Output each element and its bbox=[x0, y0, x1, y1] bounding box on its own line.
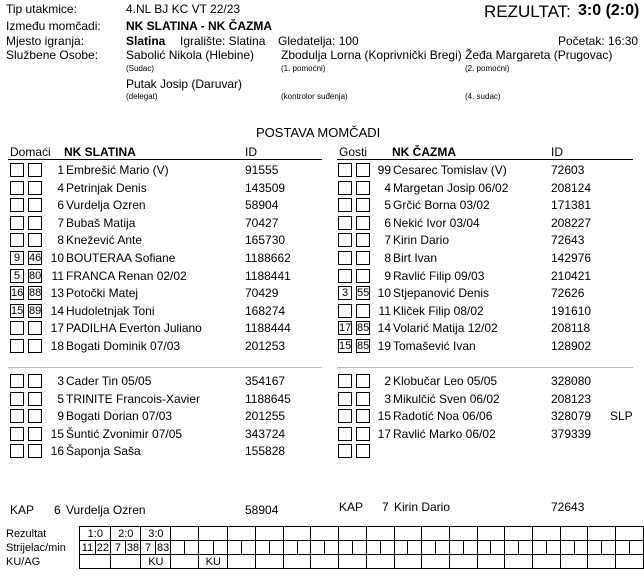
strijelac-cell bbox=[353, 541, 367, 555]
sudac-role: (Sudac) bbox=[126, 64, 155, 73]
strijelac-cell bbox=[394, 541, 408, 555]
strijelac-cell bbox=[560, 541, 574, 555]
player-name: Embrešić Mario (V) bbox=[66, 163, 169, 177]
event-box-2[interactable]: 88 bbox=[29, 287, 42, 300]
sudac4-role: (4. sudac) bbox=[465, 92, 501, 101]
strijelac-cell bbox=[629, 541, 643, 555]
summary-label: Strijelac/min bbox=[6, 541, 66, 554]
strijelac-cell bbox=[297, 541, 311, 555]
player-name: Ravlić Marko 06/02 bbox=[393, 426, 496, 441]
event-box-2[interactable] bbox=[28, 181, 42, 195]
rezultat-cell bbox=[616, 527, 644, 541]
player-id: 58904 bbox=[245, 198, 279, 213]
home-team-name: NK SLATINA bbox=[64, 145, 136, 159]
kuag-cell: KU bbox=[199, 555, 228, 569]
event-box-2[interactable] bbox=[28, 233, 42, 247]
strijelac-cell: 38 bbox=[126, 541, 140, 554]
kuag-cell bbox=[588, 555, 616, 569]
igraliste-value: Igralište: Slatina bbox=[180, 34, 266, 48]
pocetak-value: Početak: 16:30 bbox=[558, 34, 639, 48]
event-box-2[interactable] bbox=[28, 444, 42, 458]
rezultat-cell: 3:0 bbox=[141, 527, 171, 541]
player-id: 155828 bbox=[245, 444, 286, 459]
strijelac-cell bbox=[477, 541, 491, 555]
strijelac-cell bbox=[463, 541, 477, 555]
event-box-2[interactable] bbox=[356, 251, 370, 265]
event-box-1[interactable] bbox=[10, 181, 24, 195]
event-box-1[interactable] bbox=[10, 392, 24, 406]
player-name: Birt Ivan bbox=[393, 251, 438, 265]
event-box-1[interactable]: 15 bbox=[11, 304, 24, 317]
event-box-2[interactable] bbox=[356, 269, 370, 283]
player-id: 379339 bbox=[551, 426, 592, 441]
kuag-cell: KU bbox=[141, 555, 171, 569]
event-box-2[interactable] bbox=[356, 409, 370, 423]
away-kap-label: KAP bbox=[339, 500, 364, 514]
event-box-2[interactable] bbox=[356, 304, 370, 318]
player-name: TRINITE Francois-Xavier bbox=[66, 391, 201, 406]
strijelac-cell bbox=[171, 541, 185, 555]
rezultat-cell bbox=[477, 527, 505, 541]
player-number: 8 bbox=[57, 233, 64, 248]
strijelac-cell: 11 bbox=[81, 541, 94, 554]
player-name: Bogati Dominik 07/03 bbox=[66, 339, 181, 353]
rezultat-cell bbox=[171, 527, 199, 541]
player-number: 15 bbox=[50, 426, 64, 441]
kuag-cell bbox=[111, 555, 141, 569]
event-box-1[interactable] bbox=[338, 198, 352, 212]
player-name: Tomašević Ivan bbox=[393, 339, 476, 353]
event-box-1[interactable] bbox=[338, 233, 352, 247]
player-name: Šaponja Saša bbox=[66, 444, 141, 459]
gledatelja-value: Gledatelja: 100 bbox=[278, 34, 359, 48]
kuag-cell bbox=[228, 555, 256, 569]
strijelac-cell bbox=[449, 541, 463, 555]
player-number: 8 bbox=[384, 251, 391, 265]
player-id: 70427 bbox=[245, 215, 279, 230]
player-id: 91555 bbox=[245, 163, 279, 177]
event-box-1[interactable]: 5 bbox=[10, 269, 24, 283]
rezultat-cell bbox=[311, 527, 339, 541]
strijelac-cell bbox=[546, 541, 560, 555]
player-number: 14 bbox=[377, 321, 391, 336]
kuag-cell bbox=[171, 555, 199, 569]
player-number: 11 bbox=[51, 268, 64, 283]
player-name: Knežević Ante bbox=[66, 233, 143, 248]
rezultat-cell bbox=[366, 527, 394, 541]
player-name: Mikulčić Sven 06/02 bbox=[393, 391, 500, 406]
player-number: 3 bbox=[384, 391, 391, 406]
event-box-2[interactable] bbox=[28, 374, 42, 388]
rezultat-value: 3:0 (2:0) bbox=[578, 2, 640, 19]
player-name: Klobučar Leo 05/05 bbox=[393, 374, 498, 388]
strijelac-cell bbox=[602, 541, 616, 555]
event-box-1[interactable] bbox=[338, 427, 352, 441]
kuag-cell bbox=[394, 555, 422, 569]
event-box-1[interactable] bbox=[10, 374, 24, 388]
strijelac-cell bbox=[228, 541, 242, 555]
away-kap-name: Kirin Dario bbox=[394, 500, 451, 514]
player-number: 19 bbox=[377, 339, 391, 353]
player-id: 328079 bbox=[551, 409, 592, 424]
kuag-cell bbox=[616, 555, 644, 569]
rezultat-cell bbox=[228, 527, 256, 541]
rezultat-cell bbox=[422, 527, 450, 541]
strijelac-cell bbox=[588, 541, 602, 555]
event-box-2[interactable] bbox=[356, 233, 370, 247]
strijelac-cell bbox=[436, 541, 450, 555]
player-name: Kliček Filip 08/02 bbox=[393, 303, 484, 318]
strijelac-cell bbox=[339, 541, 353, 555]
player-name: Hudoletnjak Toni bbox=[66, 303, 155, 318]
mjesto-value: Slatina bbox=[126, 34, 166, 48]
player-name: Cader Tin 05/05 bbox=[66, 374, 152, 388]
away-id-header: ID bbox=[551, 145, 563, 159]
strijelac-cell bbox=[532, 541, 546, 555]
rezultat-cell: 2:0 bbox=[111, 527, 141, 541]
rezultat-label: REZULTAT: bbox=[484, 2, 571, 21]
kuag-cell bbox=[283, 555, 311, 569]
player-name: Cesarec Tomislav (V) bbox=[393, 163, 507, 177]
player-number: 13 bbox=[50, 286, 64, 301]
rezultat-cell bbox=[532, 527, 560, 541]
player-id: 143509 bbox=[245, 180, 286, 195]
event-box-1[interactable] bbox=[10, 216, 24, 230]
home-kap-name: Vurdelja Ozren bbox=[66, 503, 146, 517]
event-box-2[interactable]: 55 bbox=[357, 287, 370, 300]
strijelac-cell bbox=[422, 541, 436, 555]
home-kap-id: 58904 bbox=[245, 503, 279, 517]
kontrolor-role: (kontrolor suđenja) bbox=[281, 92, 348, 101]
event-box-2[interactable]: 89 bbox=[29, 304, 42, 317]
pomocni2-role: (2. pomoćni) bbox=[465, 64, 510, 73]
strijelac-cell bbox=[616, 541, 630, 555]
away-col-label: Gosti bbox=[339, 145, 368, 159]
strijelac-cell: 83 bbox=[157, 541, 170, 554]
strijelac-cell bbox=[269, 541, 283, 555]
player-name: Radotić Noa 06/06 bbox=[393, 409, 493, 424]
event-box-2[interactable] bbox=[356, 163, 370, 177]
player-name: Margetan Josip 06/02 bbox=[393, 180, 509, 195]
event-box-1[interactable] bbox=[338, 392, 352, 406]
player-name: Šuntić Zvonimir 07/05 bbox=[66, 426, 183, 441]
rezultat-cell bbox=[339, 527, 367, 541]
pomocni2-name: Žeđa Margareta (Prugovac) bbox=[465, 48, 613, 62]
event-box-1[interactable] bbox=[338, 163, 352, 177]
strijelac-cell bbox=[256, 541, 270, 555]
player-number: 5 bbox=[384, 198, 391, 213]
postava-title: POSTAVA MOMČADI bbox=[256, 125, 381, 140]
player-number: 10 bbox=[377, 286, 391, 301]
summary-table bbox=[6, 526, 644, 569]
away-kap-number: 7 bbox=[382, 500, 389, 514]
strijelac-cell bbox=[213, 541, 228, 555]
event-box-1[interactable] bbox=[10, 233, 24, 247]
player-number: 17 bbox=[50, 321, 64, 336]
strijelac-cell bbox=[408, 541, 422, 555]
player-name: Ravlić Filip 09/03 bbox=[393, 268, 485, 283]
player-name: Kirin Dario bbox=[393, 233, 450, 248]
kuag-cell bbox=[449, 555, 477, 569]
rezultat-cell bbox=[449, 527, 477, 541]
event-box-1[interactable] bbox=[10, 339, 24, 353]
player-name: Vurdelja Ozren bbox=[66, 198, 146, 213]
player-name: BOUTERAA Sofiane bbox=[66, 251, 176, 265]
player-number: 3 bbox=[57, 374, 64, 388]
player-id: 168274 bbox=[245, 303, 286, 318]
player-number: 7 bbox=[57, 215, 64, 230]
player-id: 1188441 bbox=[245, 268, 291, 283]
home-id-header: ID bbox=[245, 145, 257, 159]
player-id: 1188662 bbox=[245, 251, 291, 265]
strijelac-cell bbox=[505, 541, 519, 555]
strijelac-cell bbox=[242, 541, 256, 555]
player-number: 14 bbox=[50, 303, 64, 318]
event-box-1[interactable]: 17 bbox=[339, 322, 352, 335]
event-box-1[interactable] bbox=[338, 216, 352, 230]
kuag-cell bbox=[477, 555, 505, 569]
player-id: 354167 bbox=[245, 374, 286, 388]
summary-label: Rezultat bbox=[6, 527, 47, 540]
rezultat-cell bbox=[560, 527, 588, 541]
strijelac-cell bbox=[519, 541, 533, 555]
player-number: 7 bbox=[384, 233, 391, 248]
event-box-2[interactable] bbox=[28, 321, 42, 335]
player-number: 16 bbox=[50, 444, 64, 459]
strijelac-cell bbox=[366, 541, 380, 555]
kuag-cell bbox=[80, 555, 111, 569]
player-number: 9 bbox=[384, 268, 391, 283]
player-number: 2 bbox=[384, 374, 391, 388]
event-box-1[interactable] bbox=[338, 444, 352, 458]
player-name: Bubaš Matija bbox=[66, 215, 136, 230]
player-name: Potočki Matej bbox=[66, 286, 139, 301]
kuag-cell bbox=[256, 555, 284, 569]
player-note: SLP bbox=[610, 409, 633, 424]
away-team-name: NK ČAZMA bbox=[392, 145, 456, 159]
strijelac-cell: 7 bbox=[141, 541, 156, 555]
event-box-1[interactable] bbox=[338, 181, 352, 195]
player-number: 10 bbox=[50, 251, 64, 265]
rezultat-cell bbox=[199, 527, 228, 541]
event-box-2[interactable] bbox=[28, 392, 42, 406]
kuag-cell bbox=[366, 555, 394, 569]
event-box-2[interactable] bbox=[356, 181, 370, 195]
kuag-cell bbox=[311, 555, 339, 569]
player-number: 9 bbox=[57, 409, 64, 424]
event-box-2[interactable] bbox=[356, 427, 370, 441]
player-number: 99 bbox=[377, 163, 391, 177]
player-number: 6 bbox=[384, 215, 391, 230]
player-id: 191610 bbox=[551, 303, 592, 318]
player-id: 201255 bbox=[245, 409, 286, 424]
player-id: 72603 bbox=[551, 163, 585, 177]
player-name: Grčić Borna 03/02 bbox=[393, 198, 490, 213]
event-box-1[interactable] bbox=[338, 304, 352, 318]
player-name: Nekić Ivor 03/04 bbox=[393, 215, 480, 230]
event-box-1[interactable] bbox=[10, 198, 24, 212]
player-number: 18 bbox=[50, 339, 64, 353]
delegat-role: (delegat) bbox=[126, 92, 158, 101]
event-box-2[interactable] bbox=[356, 374, 370, 388]
event-box-2[interactable]: 46 bbox=[29, 252, 42, 264]
sudac-name: Sabolić Nikola (Hlebine) bbox=[126, 48, 255, 62]
player-id: 72643 bbox=[551, 233, 585, 248]
event-box-1[interactable] bbox=[338, 269, 352, 283]
strijelac-cell: 7 bbox=[111, 541, 126, 555]
kuag-cell bbox=[422, 555, 450, 569]
delegat-name: Putak Josip (Daruvar) bbox=[126, 77, 243, 91]
player-id: 72626 bbox=[551, 286, 585, 301]
home-kap-label: KAP bbox=[10, 503, 35, 517]
event-box-2[interactable] bbox=[28, 198, 42, 212]
event-box-2[interactable] bbox=[356, 392, 370, 406]
player-number: 4 bbox=[57, 180, 64, 195]
player-name: Volarić Matija 12/02 bbox=[393, 321, 498, 336]
player-name: Stjepanović Denis bbox=[393, 286, 490, 301]
tip-label: Tip utakmice: bbox=[6, 2, 77, 16]
strijelac-cell bbox=[574, 541, 588, 555]
player-id: 70429 bbox=[245, 286, 279, 301]
player-number: 6 bbox=[57, 198, 64, 213]
player-id: 210421 bbox=[551, 268, 592, 283]
player-id: 1188645 bbox=[245, 391, 291, 406]
player-id: 142976 bbox=[551, 251, 592, 265]
player-number: 17 bbox=[377, 426, 391, 441]
kuag-cell bbox=[560, 555, 588, 569]
summary-label: KU/AG bbox=[6, 555, 41, 568]
rezultat-cell bbox=[256, 527, 284, 541]
strijelac-cell bbox=[199, 541, 214, 555]
player-id: 1188444 bbox=[245, 321, 291, 336]
event-box-2[interactable] bbox=[356, 444, 370, 458]
event-box-2[interactable] bbox=[28, 163, 42, 177]
event-box-1[interactable]: 15 bbox=[339, 340, 352, 352]
home-kap-number: 6 bbox=[54, 503, 61, 517]
player-id: 208227 bbox=[551, 215, 592, 230]
event-box-1[interactable]: 9 bbox=[10, 251, 24, 265]
izmedu-label: Između momčadi: bbox=[6, 19, 101, 33]
player-id: 201253 bbox=[245, 339, 286, 353]
player-id: 328080 bbox=[551, 374, 592, 388]
player-name: Bogati Dorian 07/03 bbox=[66, 409, 173, 424]
strijelac-cell bbox=[311, 541, 325, 555]
player-number: 5 bbox=[57, 391, 64, 406]
event-box-2[interactable]: 85 bbox=[357, 340, 370, 352]
player-id: 208124 bbox=[551, 180, 592, 195]
sluzbene-label: Službene Osobe: bbox=[6, 48, 99, 62]
event-box-1[interactable]: 16 bbox=[11, 287, 24, 300]
strijelac-cell bbox=[491, 541, 505, 555]
event-box-1[interactable] bbox=[10, 321, 24, 335]
event-box-2[interactable]: 80 bbox=[29, 269, 42, 282]
player-number: 4 bbox=[384, 180, 391, 195]
kuag-cell bbox=[532, 555, 560, 569]
event-box-1[interactable] bbox=[338, 251, 352, 265]
player-number: 15 bbox=[377, 409, 391, 424]
event-box-2[interactable] bbox=[356, 198, 370, 212]
event-box-1[interactable] bbox=[10, 444, 24, 458]
event-box-2[interactable] bbox=[28, 427, 42, 441]
rezultat-cell bbox=[394, 527, 422, 541]
rezultat-cell bbox=[283, 527, 311, 541]
player-number: 1 bbox=[57, 163, 64, 177]
event-box-2[interactable] bbox=[356, 216, 370, 230]
event-box-1[interactable] bbox=[10, 427, 24, 441]
event-box-1[interactable] bbox=[338, 374, 352, 388]
player-id: 128902 bbox=[551, 339, 592, 353]
player-id: 165730 bbox=[245, 233, 286, 248]
event-box-2[interactable] bbox=[28, 339, 42, 353]
event-box-1[interactable] bbox=[10, 409, 24, 423]
strijelac-cell bbox=[325, 541, 339, 555]
kuag-cell bbox=[505, 555, 533, 569]
strijelac-cell bbox=[185, 541, 199, 555]
event-box-1[interactable]: 3 bbox=[338, 286, 352, 300]
player-name: PADILHA Everton Juliano bbox=[66, 321, 202, 336]
player-number: 11 bbox=[378, 303, 391, 318]
event-box-2[interactable] bbox=[28, 216, 42, 230]
pomocni1-role: (1. pomoćni) bbox=[281, 64, 326, 73]
strijelac-cell: 22 bbox=[96, 541, 110, 554]
strijelac-cell bbox=[283, 541, 297, 555]
rezultat-cell bbox=[505, 527, 533, 541]
player-id: 208118 bbox=[551, 321, 591, 336]
mjesto-label: Mjesto igranja: bbox=[6, 34, 85, 48]
event-box-1[interactable] bbox=[338, 409, 352, 423]
rezultat-cell bbox=[588, 527, 616, 541]
event-box-2[interactable] bbox=[28, 409, 42, 423]
teams-value: NK SLATINA - NK ČAZMA bbox=[126, 19, 272, 33]
home-col-label: Domaći bbox=[10, 145, 51, 159]
away-kap-id: 72643 bbox=[551, 500, 585, 514]
event-box-2[interactable]: 85 bbox=[357, 322, 370, 335]
player-id: 171381 bbox=[551, 198, 592, 213]
event-box-1[interactable] bbox=[10, 163, 24, 177]
player-id: 343724 bbox=[245, 426, 286, 441]
player-name: FRANCA Renan 02/02 bbox=[66, 268, 187, 283]
player-name: Petrinjak Denis bbox=[66, 180, 147, 195]
player-id: 208123 bbox=[551, 391, 592, 406]
tip-value: 4.NL BJ KC VT 22/23 bbox=[126, 2, 241, 16]
pomocni1-name: Zbodulja Lorna (Koprivnički Bregi) bbox=[281, 48, 462, 62]
rezultat-cell: 1:0 bbox=[80, 527, 111, 541]
kuag-cell bbox=[339, 555, 367, 569]
strijelac-cell bbox=[380, 541, 394, 555]
